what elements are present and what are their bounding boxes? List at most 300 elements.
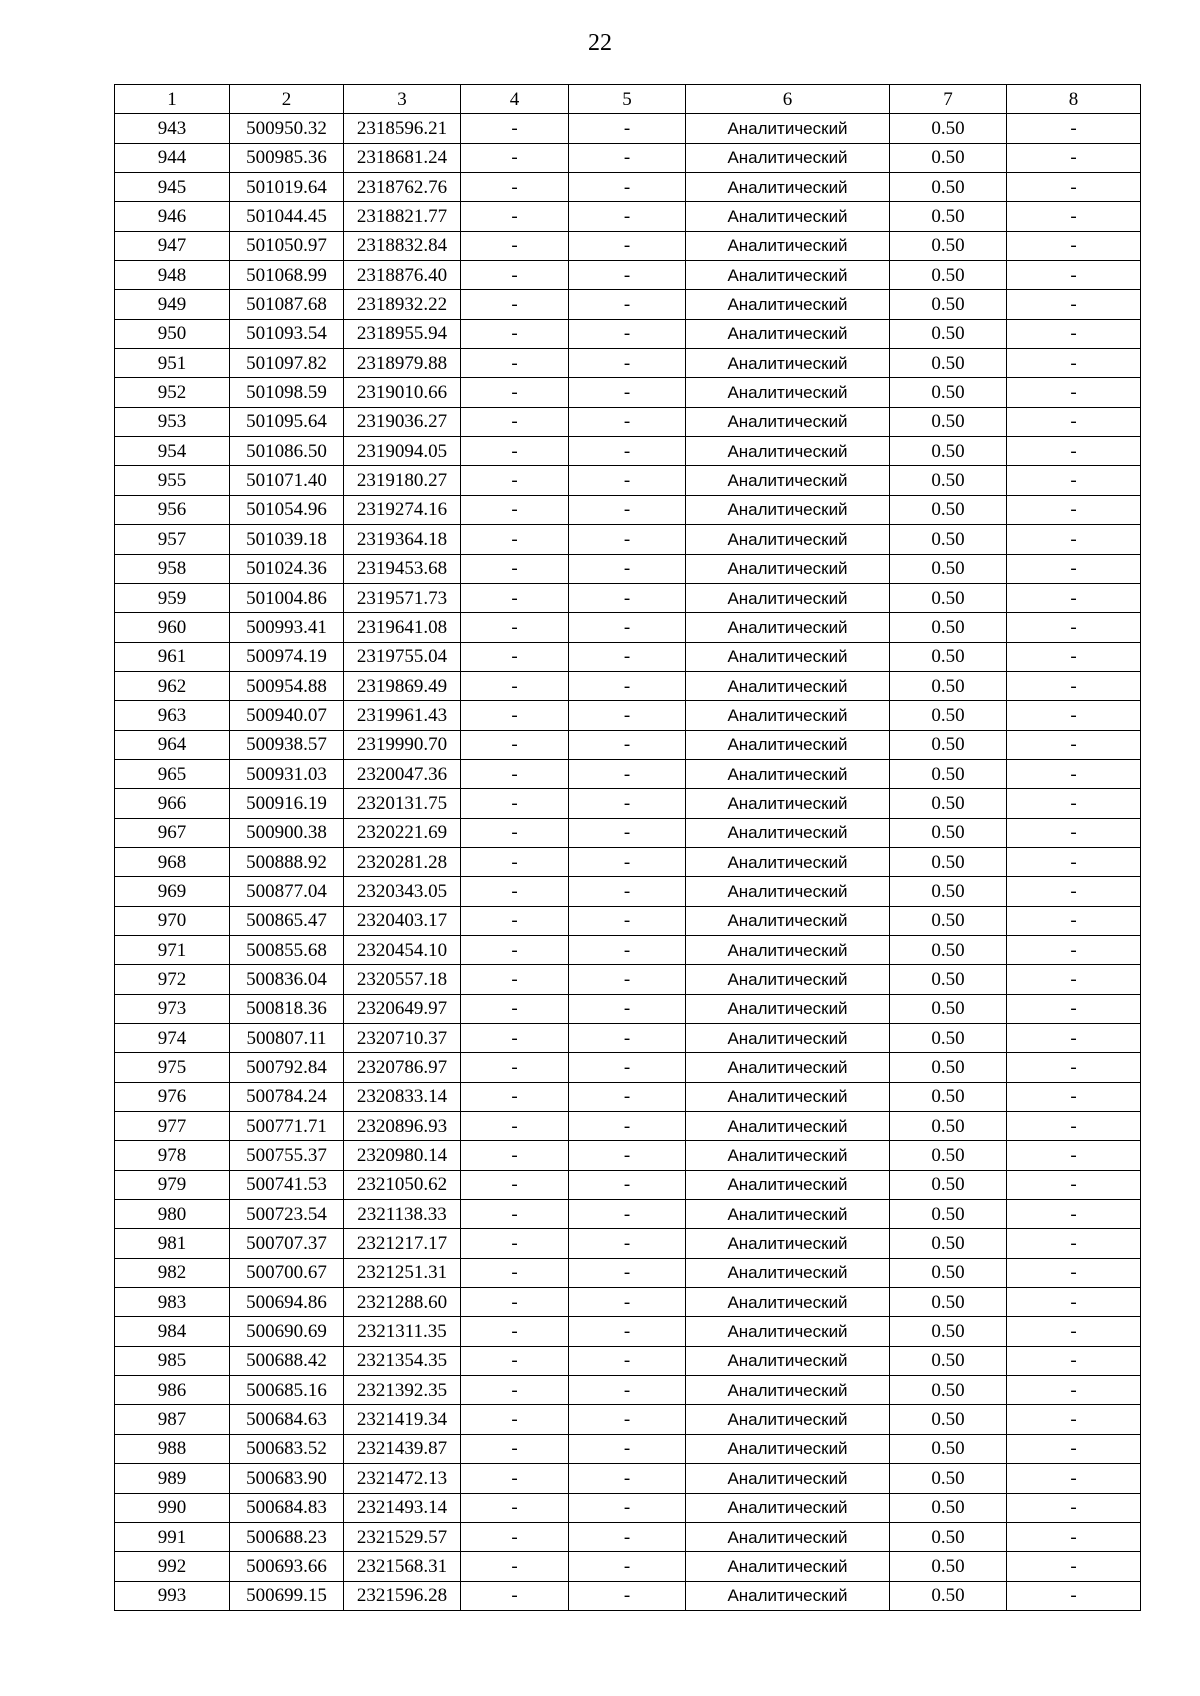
column-8-cell: -	[1007, 847, 1141, 876]
accuracy-cell: 0.50	[890, 1405, 1007, 1434]
column-4-cell: -	[461, 935, 569, 964]
method-cell: Аналитический	[686, 1317, 890, 1346]
column-5-cell: -	[569, 495, 686, 524]
column-4-cell: -	[461, 202, 569, 231]
point-number-cell: 959	[115, 583, 230, 612]
column-5-cell: -	[569, 1464, 686, 1493]
column-4-cell: -	[461, 642, 569, 671]
accuracy-cell: 0.50	[890, 290, 1007, 319]
method-cell: Аналитический	[686, 671, 890, 700]
x-coordinate-cell: 500993.41	[230, 613, 344, 642]
column-5-cell: -	[569, 407, 686, 436]
accuracy-cell: 0.50	[890, 1200, 1007, 1229]
column-5-cell: -	[569, 1024, 686, 1053]
x-coordinate-cell: 501054.96	[230, 495, 344, 524]
x-coordinate-cell: 500693.66	[230, 1552, 344, 1581]
method-cell: Аналитический	[686, 1434, 890, 1463]
x-coordinate-cell: 501068.99	[230, 261, 344, 290]
column-4-cell: -	[461, 1200, 569, 1229]
column-5-cell: -	[569, 143, 686, 172]
point-number-cell: 973	[115, 994, 230, 1023]
x-coordinate-cell: 500784.24	[230, 1082, 344, 1111]
column-5-cell: -	[569, 1346, 686, 1375]
accuracy-cell: 0.50	[890, 1317, 1007, 1346]
column-5-cell: -	[569, 583, 686, 612]
column-5-cell: -	[569, 1376, 686, 1405]
accuracy-cell: 0.50	[890, 143, 1007, 172]
y-coordinate-cell: 2318821.77	[344, 202, 461, 231]
accuracy-cell: 0.50	[890, 642, 1007, 671]
point-number-cell: 978	[115, 1141, 230, 1170]
y-coordinate-cell: 2319453.68	[344, 554, 461, 583]
point-number-cell: 946	[115, 202, 230, 231]
column-8-cell: -	[1007, 671, 1141, 700]
y-coordinate-cell: 2321392.35	[344, 1376, 461, 1405]
y-coordinate-cell: 2321311.35	[344, 1317, 461, 1346]
column-8-cell: -	[1007, 319, 1141, 348]
table-row	[115, 1493, 1141, 1522]
column-4-cell: -	[461, 701, 569, 730]
point-number-cell: 988	[115, 1434, 230, 1463]
point-number-cell: 950	[115, 319, 230, 348]
x-coordinate-cell: 500700.67	[230, 1258, 344, 1287]
point-number-cell: 970	[115, 906, 230, 935]
x-coordinate-cell: 500954.88	[230, 671, 344, 700]
column-8-cell: -	[1007, 231, 1141, 260]
accuracy-cell: 0.50	[890, 261, 1007, 290]
column-8-cell: -	[1007, 701, 1141, 730]
accuracy-cell: 0.50	[890, 1053, 1007, 1082]
accuracy-cell: 0.50	[890, 701, 1007, 730]
column-4-cell: -	[461, 1581, 569, 1610]
accuracy-cell: 0.50	[890, 1434, 1007, 1463]
method-cell: Аналитический	[686, 261, 890, 290]
column-4-cell: -	[461, 1024, 569, 1053]
point-number-cell: 992	[115, 1552, 230, 1581]
accuracy-cell: 0.50	[890, 349, 1007, 378]
x-coordinate-cell: 500974.19	[230, 642, 344, 671]
y-coordinate-cell: 2318876.40	[344, 261, 461, 290]
method-cell: Аналитический	[686, 525, 890, 554]
table-row	[115, 114, 1141, 143]
column-8-cell: -	[1007, 1493, 1141, 1522]
method-cell: Аналитический	[686, 877, 890, 906]
column-4-cell: -	[461, 143, 569, 172]
point-number-cell: 953	[115, 407, 230, 436]
y-coordinate-cell: 2319990.70	[344, 730, 461, 759]
column-4-cell: -	[461, 1317, 569, 1346]
table-row	[115, 818, 1141, 847]
column-5-cell: -	[569, 173, 686, 202]
table-row	[115, 1346, 1141, 1375]
point-number-cell: 960	[115, 613, 230, 642]
x-coordinate-cell: 500855.68	[230, 935, 344, 964]
column-5-cell: -	[569, 613, 686, 642]
accuracy-cell: 0.50	[890, 1346, 1007, 1375]
method-cell: Аналитический	[686, 1170, 890, 1199]
y-coordinate-cell: 2318762.76	[344, 173, 461, 202]
x-coordinate-cell: 500694.86	[230, 1288, 344, 1317]
y-coordinate-cell: 2320281.28	[344, 847, 461, 876]
column-8-cell: -	[1007, 349, 1141, 378]
x-coordinate-cell: 500818.36	[230, 994, 344, 1023]
point-number-cell: 986	[115, 1376, 230, 1405]
y-coordinate-cell: 2319571.73	[344, 583, 461, 612]
column-8-cell: -	[1007, 1258, 1141, 1287]
y-coordinate-cell: 2320833.14	[344, 1082, 461, 1111]
method-cell: Аналитический	[686, 1581, 890, 1610]
column-8-cell: -	[1007, 642, 1141, 671]
column-8-cell: -	[1007, 378, 1141, 407]
method-cell: Аналитический	[686, 613, 890, 642]
method-cell: Аналитический	[686, 1376, 890, 1405]
column-5-cell: -	[569, 1522, 686, 1551]
column-4-cell: -	[461, 1346, 569, 1375]
column-8-cell: -	[1007, 730, 1141, 759]
method-cell: Аналитический	[686, 290, 890, 319]
point-number-cell: 961	[115, 642, 230, 671]
y-coordinate-cell: 2319755.04	[344, 642, 461, 671]
table-row	[115, 759, 1141, 788]
page-number: 22	[588, 30, 612, 56]
column-8-cell: -	[1007, 554, 1141, 583]
y-coordinate-cell: 2321050.62	[344, 1170, 461, 1199]
column-5-cell: -	[569, 554, 686, 583]
point-number-cell: 989	[115, 1464, 230, 1493]
column-5-cell: -	[569, 1200, 686, 1229]
table-row	[115, 437, 1141, 466]
point-number-cell: 975	[115, 1053, 230, 1082]
method-cell: Аналитический	[686, 407, 890, 436]
accuracy-cell: 0.50	[890, 613, 1007, 642]
accuracy-cell: 0.50	[890, 583, 1007, 612]
point-number-cell: 962	[115, 671, 230, 700]
accuracy-cell: 0.50	[890, 466, 1007, 495]
col-7-header: 7	[890, 85, 1007, 114]
accuracy-cell: 0.50	[890, 1464, 1007, 1493]
y-coordinate-cell: 2321596.28	[344, 1581, 461, 1610]
y-coordinate-cell: 2320557.18	[344, 965, 461, 994]
method-cell: Аналитический	[686, 378, 890, 407]
column-5-cell: -	[569, 1082, 686, 1111]
table-header-row	[115, 85, 1141, 114]
accuracy-cell: 0.50	[890, 1258, 1007, 1287]
column-4-cell: -	[461, 437, 569, 466]
method-cell: Аналитический	[686, 1493, 890, 1522]
column-8-cell: -	[1007, 1376, 1141, 1405]
column-5-cell: -	[569, 114, 686, 143]
column-4-cell: -	[461, 231, 569, 260]
accuracy-cell: 0.50	[890, 1141, 1007, 1170]
column-5-cell: -	[569, 290, 686, 319]
column-5-cell: -	[569, 1493, 686, 1522]
column-5-cell: -	[569, 730, 686, 759]
table-row	[115, 1229, 1141, 1258]
y-coordinate-cell: 2319094.05	[344, 437, 461, 466]
x-coordinate-cell: 500683.90	[230, 1464, 344, 1493]
column-4-cell: -	[461, 789, 569, 818]
column-5-cell: -	[569, 759, 686, 788]
column-4-cell: -	[461, 1464, 569, 1493]
column-8-cell: -	[1007, 143, 1141, 172]
x-coordinate-cell: 501093.54	[230, 319, 344, 348]
x-coordinate-cell: 500865.47	[230, 906, 344, 935]
y-coordinate-cell: 2321493.14	[344, 1493, 461, 1522]
column-8-cell: -	[1007, 759, 1141, 788]
column-4-cell: -	[461, 671, 569, 700]
table-row	[115, 730, 1141, 759]
x-coordinate-cell: 500683.52	[230, 1434, 344, 1463]
x-coordinate-cell: 500836.04	[230, 965, 344, 994]
column-5-cell: -	[569, 525, 686, 554]
column-8-cell: -	[1007, 613, 1141, 642]
y-coordinate-cell: 2318681.24	[344, 143, 461, 172]
table-row	[115, 701, 1141, 730]
column-8-cell: -	[1007, 1581, 1141, 1610]
column-8-cell: -	[1007, 290, 1141, 319]
accuracy-cell: 0.50	[890, 759, 1007, 788]
accuracy-cell: 0.50	[890, 407, 1007, 436]
point-number-cell: 951	[115, 349, 230, 378]
method-cell: Аналитический	[686, 1464, 890, 1493]
x-coordinate-cell: 501004.86	[230, 583, 344, 612]
column-8-cell: -	[1007, 1522, 1141, 1551]
accuracy-cell: 0.50	[890, 671, 1007, 700]
x-coordinate-cell: 501095.64	[230, 407, 344, 436]
y-coordinate-cell: 2318832.84	[344, 231, 461, 260]
x-coordinate-cell: 500900.38	[230, 818, 344, 847]
y-coordinate-cell: 2319036.27	[344, 407, 461, 436]
column-5-cell: -	[569, 1581, 686, 1610]
x-coordinate-cell: 500807.11	[230, 1024, 344, 1053]
point-number-cell: 990	[115, 1493, 230, 1522]
x-coordinate-cell: 500755.37	[230, 1141, 344, 1170]
accuracy-cell: 0.50	[890, 1376, 1007, 1405]
column-8-cell: -	[1007, 1405, 1141, 1434]
table-row	[115, 1288, 1141, 1317]
column-4-cell: -	[461, 994, 569, 1023]
y-coordinate-cell: 2318955.94	[344, 319, 461, 348]
point-number-cell: 965	[115, 759, 230, 788]
accuracy-cell: 0.50	[890, 1493, 1007, 1522]
table-row	[115, 143, 1141, 172]
y-coordinate-cell: 2320221.69	[344, 818, 461, 847]
column-4-cell: -	[461, 906, 569, 935]
y-coordinate-cell: 2321439.87	[344, 1434, 461, 1463]
y-coordinate-cell: 2321354.35	[344, 1346, 461, 1375]
column-4-cell: -	[461, 349, 569, 378]
column-5-cell: -	[569, 1229, 686, 1258]
table-row	[115, 1522, 1141, 1551]
x-coordinate-cell: 501019.64	[230, 173, 344, 202]
column-4-cell: -	[461, 877, 569, 906]
column-4-cell: -	[461, 1112, 569, 1141]
x-coordinate-cell: 500771.71	[230, 1112, 344, 1141]
column-4-cell: -	[461, 1170, 569, 1199]
x-coordinate-cell: 501039.18	[230, 525, 344, 554]
accuracy-cell: 0.50	[890, 1229, 1007, 1258]
point-number-cell: 993	[115, 1581, 230, 1610]
table-row	[115, 1434, 1141, 1463]
method-cell: Аналитический	[686, 759, 890, 788]
x-coordinate-cell: 500938.57	[230, 730, 344, 759]
method-cell: Аналитический	[686, 906, 890, 935]
col-1-header: 1	[115, 85, 230, 114]
method-cell: Аналитический	[686, 1200, 890, 1229]
y-coordinate-cell: 2320980.14	[344, 1141, 461, 1170]
column-5-cell: -	[569, 261, 686, 290]
y-coordinate-cell: 2320710.37	[344, 1024, 461, 1053]
method-cell: Аналитический	[686, 1141, 890, 1170]
point-number-cell: 984	[115, 1317, 230, 1346]
method-cell: Аналитический	[686, 231, 890, 260]
x-coordinate-cell: 500688.42	[230, 1346, 344, 1375]
y-coordinate-cell: 2321472.13	[344, 1464, 461, 1493]
table-row	[115, 349, 1141, 378]
accuracy-cell: 0.50	[890, 378, 1007, 407]
table-row	[115, 495, 1141, 524]
column-8-cell: -	[1007, 1200, 1141, 1229]
x-coordinate-cell: 500741.53	[230, 1170, 344, 1199]
column-4-cell: -	[461, 525, 569, 554]
x-coordinate-cell: 500940.07	[230, 701, 344, 730]
column-8-cell: -	[1007, 261, 1141, 290]
column-5-cell: -	[569, 1434, 686, 1463]
method-cell: Аналитический	[686, 173, 890, 202]
table-row	[115, 319, 1141, 348]
accuracy-cell: 0.50	[890, 202, 1007, 231]
column-8-cell: -	[1007, 173, 1141, 202]
column-5-cell: -	[569, 935, 686, 964]
x-coordinate-cell: 500723.54	[230, 1200, 344, 1229]
col-6-header: 6	[686, 85, 890, 114]
y-coordinate-cell: 2319869.49	[344, 671, 461, 700]
column-4-cell: -	[461, 319, 569, 348]
accuracy-cell: 0.50	[890, 1024, 1007, 1053]
x-coordinate-cell: 500877.04	[230, 877, 344, 906]
y-coordinate-cell: 2319180.27	[344, 466, 461, 495]
accuracy-cell: 0.50	[890, 173, 1007, 202]
table-row	[115, 613, 1141, 642]
column-4-cell: -	[461, 1258, 569, 1287]
table-row	[115, 847, 1141, 876]
accuracy-cell: 0.50	[890, 818, 1007, 847]
column-5-cell: -	[569, 1112, 686, 1141]
table-row	[115, 173, 1141, 202]
column-4-cell: -	[461, 965, 569, 994]
point-number-cell: 944	[115, 143, 230, 172]
column-8-cell: -	[1007, 1464, 1141, 1493]
x-coordinate-cell: 500685.16	[230, 1376, 344, 1405]
column-5-cell: -	[569, 231, 686, 260]
y-coordinate-cell: 2319641.08	[344, 613, 461, 642]
accuracy-cell: 0.50	[890, 1552, 1007, 1581]
table-row	[115, 1024, 1141, 1053]
table-row	[115, 1170, 1141, 1199]
accuracy-cell: 0.50	[890, 965, 1007, 994]
x-coordinate-cell: 500684.83	[230, 1493, 344, 1522]
method-cell: Аналитический	[686, 1346, 890, 1375]
column-5-cell: -	[569, 1288, 686, 1317]
y-coordinate-cell: 2318932.22	[344, 290, 461, 319]
column-5-cell: -	[569, 1552, 686, 1581]
point-number-cell: 985	[115, 1346, 230, 1375]
method-cell: Аналитический	[686, 1522, 890, 1551]
point-number-cell: 987	[115, 1405, 230, 1434]
table-row	[115, 1258, 1141, 1287]
point-number-cell: 955	[115, 466, 230, 495]
table-row	[115, 1376, 1141, 1405]
x-coordinate-cell: 500792.84	[230, 1053, 344, 1082]
column-8-cell: -	[1007, 906, 1141, 935]
column-4-cell: -	[461, 1493, 569, 1522]
table-row	[115, 231, 1141, 260]
method-cell: Аналитический	[686, 965, 890, 994]
table-row	[115, 1112, 1141, 1141]
table-row	[115, 1200, 1141, 1229]
x-coordinate-cell: 500888.92	[230, 847, 344, 876]
method-cell: Аналитический	[686, 202, 890, 231]
table-row	[115, 1082, 1141, 1111]
column-4-cell: -	[461, 1229, 569, 1258]
accuracy-cell: 0.50	[890, 319, 1007, 348]
x-coordinate-cell: 501086.50	[230, 437, 344, 466]
table-row	[115, 1552, 1141, 1581]
column-4-cell: -	[461, 261, 569, 290]
point-number-cell: 967	[115, 818, 230, 847]
table-row	[115, 1141, 1141, 1170]
table-row	[115, 994, 1141, 1023]
column-8-cell: -	[1007, 525, 1141, 554]
x-coordinate-cell: 500684.63	[230, 1405, 344, 1434]
coordinates-table	[114, 84, 1141, 1611]
method-cell: Аналитический	[686, 1112, 890, 1141]
column-5-cell: -	[569, 789, 686, 818]
x-coordinate-cell: 500688.23	[230, 1522, 344, 1551]
accuracy-cell: 0.50	[890, 1112, 1007, 1141]
x-coordinate-cell: 501097.82	[230, 349, 344, 378]
column-8-cell: -	[1007, 789, 1141, 818]
method-cell: Аналитический	[686, 143, 890, 172]
accuracy-cell: 0.50	[890, 1522, 1007, 1551]
method-cell: Аналитический	[686, 437, 890, 466]
column-8-cell: -	[1007, 583, 1141, 612]
point-number-cell: 958	[115, 554, 230, 583]
method-cell: Аналитический	[686, 701, 890, 730]
method-cell: Аналитический	[686, 1024, 890, 1053]
accuracy-cell: 0.50	[890, 1170, 1007, 1199]
point-number-cell: 983	[115, 1288, 230, 1317]
column-8-cell: -	[1007, 114, 1141, 143]
table-row	[115, 1464, 1141, 1493]
y-coordinate-cell: 2320403.17	[344, 906, 461, 935]
point-number-cell: 976	[115, 1082, 230, 1111]
point-number-cell: 952	[115, 378, 230, 407]
column-8-cell: -	[1007, 437, 1141, 466]
column-4-cell: -	[461, 554, 569, 583]
y-coordinate-cell: 2321568.31	[344, 1552, 461, 1581]
x-coordinate-cell: 500985.36	[230, 143, 344, 172]
table-row	[115, 789, 1141, 818]
accuracy-cell: 0.50	[890, 1581, 1007, 1610]
y-coordinate-cell: 2319010.66	[344, 378, 461, 407]
point-number-cell: 948	[115, 261, 230, 290]
y-coordinate-cell: 2321529.57	[344, 1522, 461, 1551]
column-5-cell: -	[569, 466, 686, 495]
y-coordinate-cell: 2321288.60	[344, 1288, 461, 1317]
column-8-cell: -	[1007, 407, 1141, 436]
col-8-header: 8	[1007, 85, 1141, 114]
